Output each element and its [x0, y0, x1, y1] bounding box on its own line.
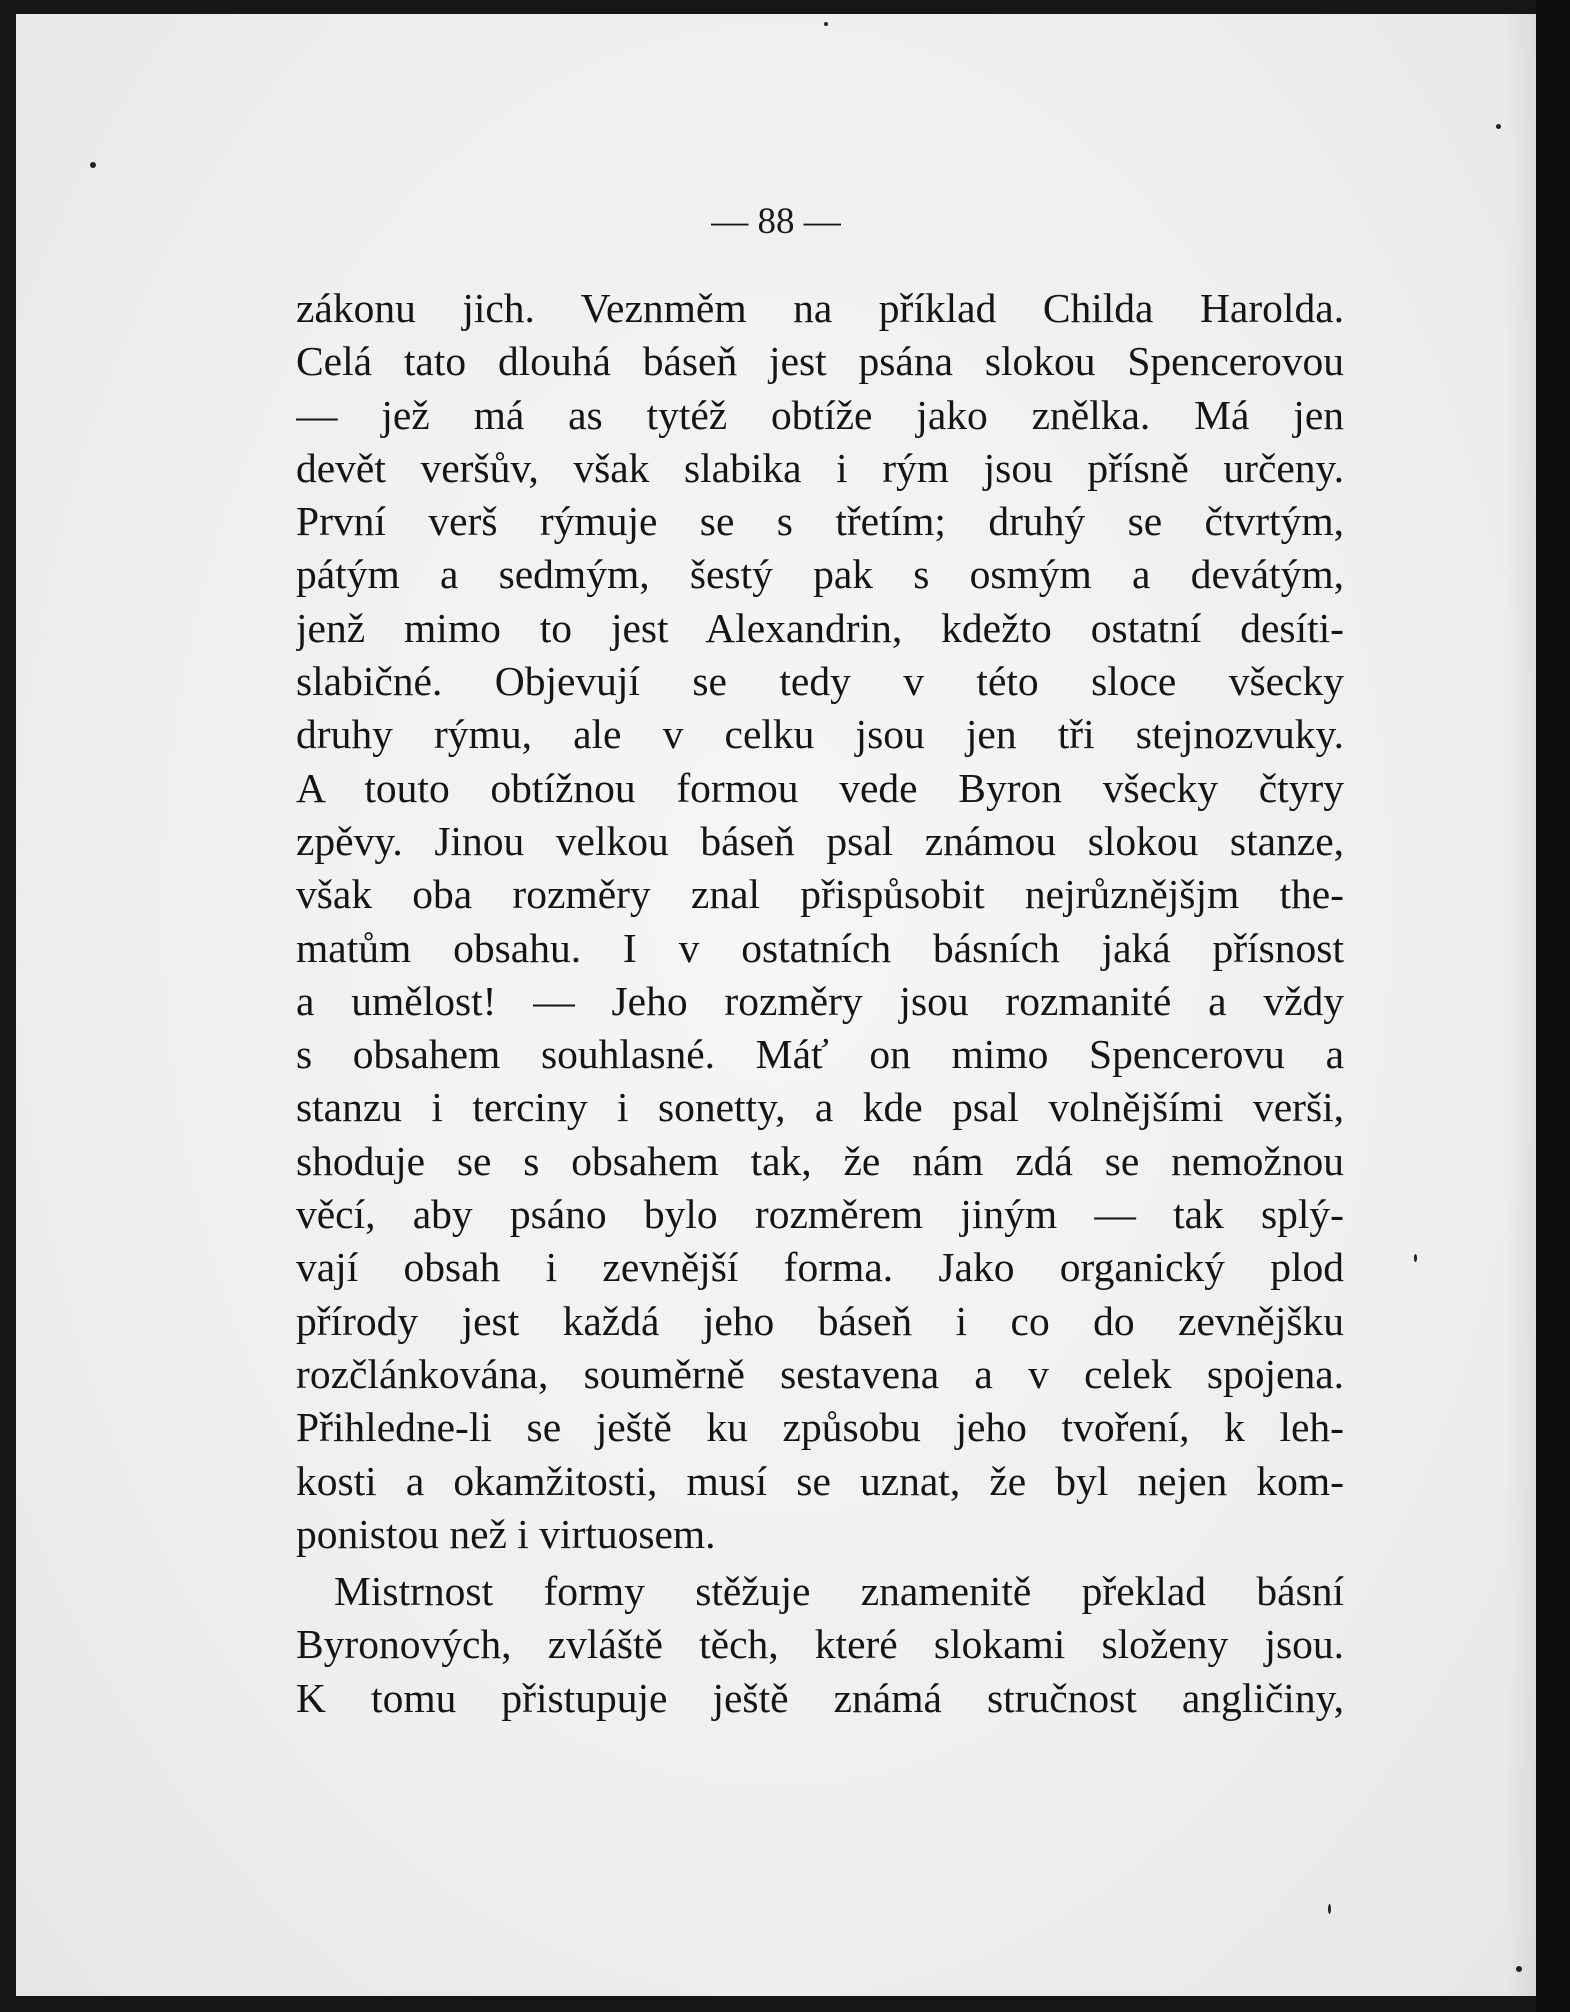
paper-speck: [1496, 124, 1501, 129]
text-line: věcí, aby psáno bylo rozměrem jiným — tak splý-: [296, 1191, 1344, 1238]
text-line: ponistou než i virtuosem.: [296, 1510, 716, 1557]
text-line: — jež má as tytéž obtíže jako znělka. Má jen: [296, 391, 1344, 438]
book-edge-shadow: [1536, 0, 1570, 2012]
text-line: shoduje se s obsahem tak, že nám zdá se nemožnou: [296, 1137, 1344, 1184]
text-line: Přihledne-li se ještě ku způsobu jeho tvoření, k leh-: [296, 1404, 1344, 1451]
text-line: rozčlánkována, souměrně sestavena a v celek spojena.: [296, 1350, 1344, 1397]
text-line: stanzu i terciny i sonetty, a kde psal volnějšími verši,: [296, 1084, 1344, 1131]
text-line: přírody jest každá jeho báseň i co do zevnějšku: [296, 1297, 1344, 1344]
text-line: však oba rozměry znal přispůsobit nejrůznějšjm the-: [296, 871, 1344, 918]
text-line: jenž mimo to jest Alexandrin, kdežto ostatní desíti-: [296, 604, 1344, 651]
text-line: K tomu přistupuje ještě známá stručnost angličiny,: [296, 1674, 1344, 1721]
text-line: Mistrnost formy stěžuje znamenitě překlad básní: [334, 1568, 1344, 1615]
paper-speck: [824, 22, 828, 26]
paper-speck: [1414, 1254, 1417, 1262]
paper-speck: [1516, 1966, 1522, 1972]
text-line: A touto obtížnou formou vede Byron všecky čtyry: [296, 764, 1344, 811]
text-line: a umělost! — Jeho rozměry jsou rozmanité a vždy: [296, 977, 1344, 1024]
text-line: Celá tato dlouhá báseň jest psána slokou Spencerovou: [296, 338, 1344, 385]
text-line: matům obsahu. I v ostatních básních jaká přísnost: [296, 924, 1344, 971]
text-line: Byronových, zvláště těch, které slokami složeny jsou.: [296, 1621, 1344, 1668]
paper-speck: [90, 162, 96, 168]
text-line: zpěvy. Jinou velkou báseň psal známou slokou stanze,: [296, 817, 1344, 864]
text-line: pátým a sedmým, šestý pak s osmým a devátým,: [296, 551, 1344, 598]
text-line: První verš rýmuje se s třetím; druhý se čtvrtým,: [296, 498, 1344, 545]
text-line: vají obsah i zevnější forma. Jako organický plod: [296, 1244, 1344, 1291]
text-line: druhy rýmu, ale v celku jsou jen tři stejnozvuky.: [296, 711, 1344, 758]
body-text: [296, 282, 1344, 1725]
paragraph-1: [296, 282, 1344, 1561]
text-line: devět veršův, však slabika i rým jsou přísně určeny.: [296, 444, 1344, 491]
paragraph-2: [296, 1565, 1344, 1725]
page-number: — 88 —: [711, 201, 841, 242]
book-page: [16, 14, 1536, 1996]
paper-speck: [1328, 1904, 1331, 1914]
text-line: s obsahem souhlasné. Máť on mimo Spencerovu a: [296, 1031, 1344, 1078]
text-line: zákonu jich. Veznměm na příklad Childa Harolda.: [296, 285, 1344, 331]
text-line: kosti a okamžitosti, musí se uznat, že byl nejen kom-: [296, 1457, 1344, 1504]
text-line: slabičné. Objevují se tedy v této sloce všecky: [296, 658, 1344, 705]
